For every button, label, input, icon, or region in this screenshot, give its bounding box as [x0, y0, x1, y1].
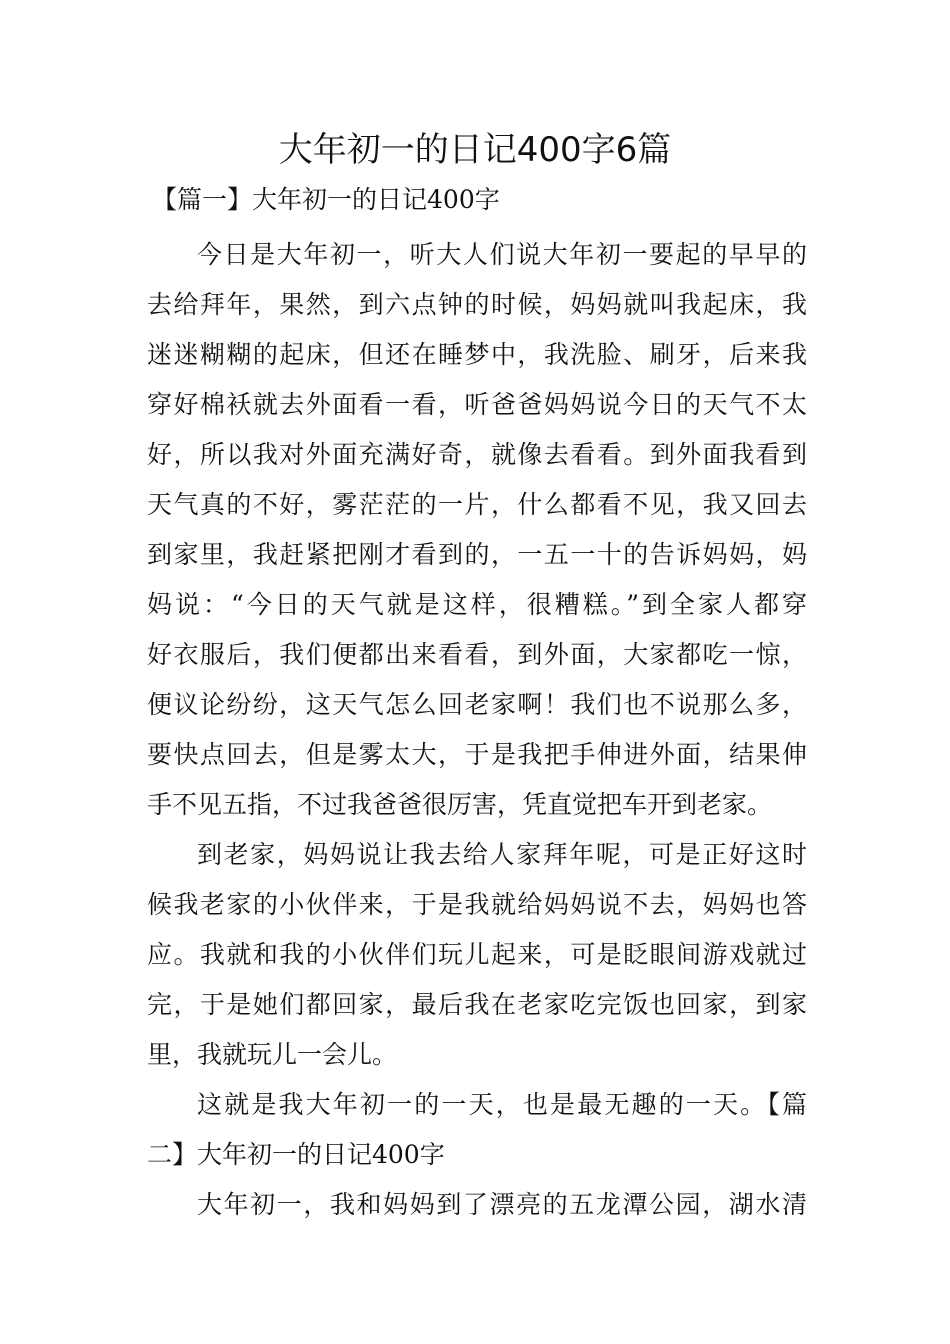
section-heading: 【篇一】大年初一的日记400字 [152, 185, 500, 214]
body-line: 便议论纷纷，这天气怎么回老家啊！我们也不说那么多， [147, 690, 807, 719]
body-line: 这就是我大年初一的一天，也是最无趣的一天。【篇 [197, 1090, 807, 1119]
body-line: 穿好棉袄就去外面看一看，听爸爸妈妈说今日的天气不太 [147, 390, 807, 419]
body-line: 妈说：“今日的天气就是这样，很糟糕。”到全家人都穿 [147, 590, 807, 619]
body-line: 好衣服后，我们便都出来看看，到外面，大家都吃一惊， [147, 640, 807, 669]
body-line: 要快点回去，但是雾太大，于是我把手伸进外面，结果伸 [147, 740, 807, 769]
body-line: 迷迷糊糊的起床，但还在睡梦中，我洗脸、刷牙，后来我 [147, 340, 807, 369]
body-line: 天气真的不好，雾茫茫的一片，什么都看不见，我又回去 [147, 490, 807, 519]
body-line: 到老家，妈妈说让我去给人家拜年呢，可是正好这时 [197, 840, 807, 869]
document-body [147, 230, 807, 1230]
body-line: 应。我就和我的小伙伴们玩儿起来，可是眨眼间游戏就过 [147, 940, 807, 969]
document-title: 大年初一的日记400字6篇 [278, 130, 672, 170]
body-line: 好，所以我对外面充满好奇，就像去看看。到外面我看到 [147, 440, 807, 469]
body-line: 去给拜年，果然，到六点钟的时候，妈妈就叫我起床，我 [147, 290, 807, 319]
body-line: 今日是大年初一，听大人们说大年初一要起的早早的 [197, 240, 807, 269]
body-line: 候我老家的小伙伴来，于是我就给妈妈说不去，妈妈也答 [147, 890, 807, 919]
body-line: 手不见五指，不过我爸爸很厉害，凭直觉把车开到老家。 [147, 790, 773, 819]
body-line: 到家里，我赶紧把刚才看到的，一五一十的告诉妈妈，妈 [147, 540, 807, 569]
body-line: 里，我就玩儿一会儿。 [147, 1040, 398, 1069]
body-line: 大年初一，我和妈妈到了漂亮的五龙潭公园，湖水清 [197, 1190, 807, 1219]
body-line: 完，于是她们都回家，最后我在老家吃完饭也回家，到家 [147, 990, 807, 1019]
body-line: 二】大年初一的日记400字 [147, 1140, 445, 1169]
